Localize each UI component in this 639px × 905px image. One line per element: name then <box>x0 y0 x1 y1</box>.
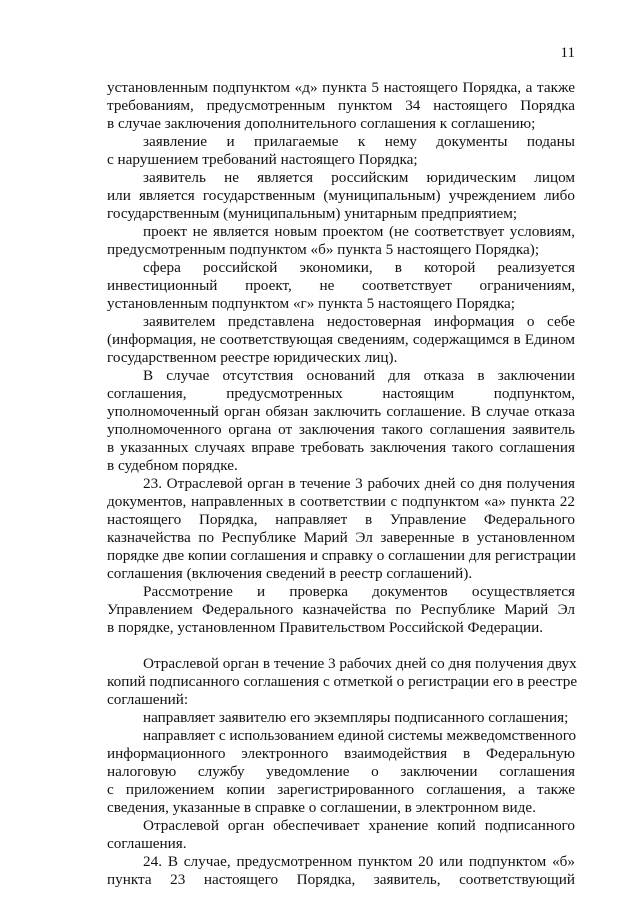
page-number: 11 <box>560 45 575 61</box>
text-line: в порядке, установленном Правительством Российской Федерации. <box>107 619 544 636</box>
text-line: (информация, не соответствующая сведениям, содержащимся в Едином <box>107 331 575 348</box>
text-line: копий подписанного соглашения с отметкой о регистрации его в реестре <box>107 673 578 690</box>
text-line: Управлением Федерального казначейства по Республике Марий Эл <box>107 601 575 618</box>
text-line: настоящего Порядка, направляет в Управление Федерального <box>107 511 575 528</box>
text-line: государственным (муниципальным) унитарным предприятием; <box>107 205 518 222</box>
text-line: или является государственным (муниципальным) учреждением либо <box>107 187 575 204</box>
text-line: документов, направленных в соответствии с подпунктом «а» пункта 22 <box>107 493 575 510</box>
text-line: заявление и прилагаемые к нему документы поданы <box>143 133 575 150</box>
text-line: соглашения (включения сведений в реестр соглашений). <box>107 565 473 582</box>
text-line: соглашений: <box>107 691 189 708</box>
text-line: уполномоченный орган обязан заключить соглашение. В случае отказа <box>107 403 575 420</box>
text-line: сведения, указанные в справке о соглашении, в электронном виде. <box>107 799 536 816</box>
text-line: уполномоченного органа от заключения такого соглашения заявитель <box>107 421 575 438</box>
text-line: государственном реестре юридических лиц). <box>107 349 398 366</box>
text-line: требованиям, предусмотренным пунктом 34 настоящего Порядка <box>107 97 575 114</box>
blank-line <box>107 637 575 655</box>
text-line: налоговую службу уведомление о заключении соглашения <box>107 763 575 780</box>
text-line: В случае отсутствия оснований для отказа в заключении <box>143 367 575 384</box>
document-body <box>107 79 578 889</box>
text-line: в указанных случаях вправе требовать заключения такого соглашения <box>107 439 575 456</box>
text-line: пункта 23 настоящего Порядка, заявитель, соответствующий <box>107 871 575 888</box>
text-line: информационного электронного взаимодействия в Федеральную <box>107 745 575 762</box>
text-line: в судебном порядке. <box>107 457 238 474</box>
text-line: сфера российской экономики, в которой реализуется <box>143 259 575 276</box>
text-line: направляет заявителю его экземпляры подписанного соглашения; <box>143 709 569 726</box>
text-line: с приложением копии зарегистрированного соглашения, а также <box>107 781 575 798</box>
text-line: соглашения. <box>107 835 187 852</box>
text-line: Рассмотрение и проверка документов осуществляется <box>143 583 575 600</box>
text-line: инвестиционный проект, не соответствует ограничениям, <box>107 277 575 294</box>
text-line: с нарушением требований настоящего Порядка; <box>107 151 418 168</box>
text-line: установленным подпунктом «г» пункта 5 настоящего Порядка; <box>107 295 515 312</box>
text-line: порядке две копии соглашения и справку о соглашении для регистрации <box>107 547 576 564</box>
text-line: заявителем представлена недостоверная информация о себе <box>143 313 575 330</box>
text-line: предусмотренным подпунктом «б» пункта 5 настоящего Порядка); <box>107 241 540 258</box>
text-line: соглашения, предусмотренных настоящим подпунктом, <box>107 385 575 402</box>
text-line: 23. Отраслевой орган в течение 3 рабочих дней со дня получения <box>143 475 575 492</box>
text-line: Отраслевой орган в течение 3 рабочих дней со дня получения двух <box>143 655 577 672</box>
text-line: направляет с использованием единой системы межведомственного <box>143 727 577 744</box>
text-line: Отраслевой орган обеспечивает хранение копий подписанного <box>143 817 575 834</box>
text-line: проект не является новым проектом (не соответствует условиям, <box>143 223 575 240</box>
text-line: 24. В случае, предусмотренном пунктом 20 или подпунктом «б» <box>143 853 575 870</box>
text-line: в случае заключения дополнительного соглашения к соглашению; <box>107 115 536 132</box>
text-line: заявитель не является российским юридическим лицом <box>143 169 575 186</box>
text-line: казначейства по Республике Марий Эл заверенные в установленном <box>107 529 575 546</box>
text-line: установленным подпунктом «д» пункта 5 настоящего Порядка, а также <box>107 79 575 96</box>
